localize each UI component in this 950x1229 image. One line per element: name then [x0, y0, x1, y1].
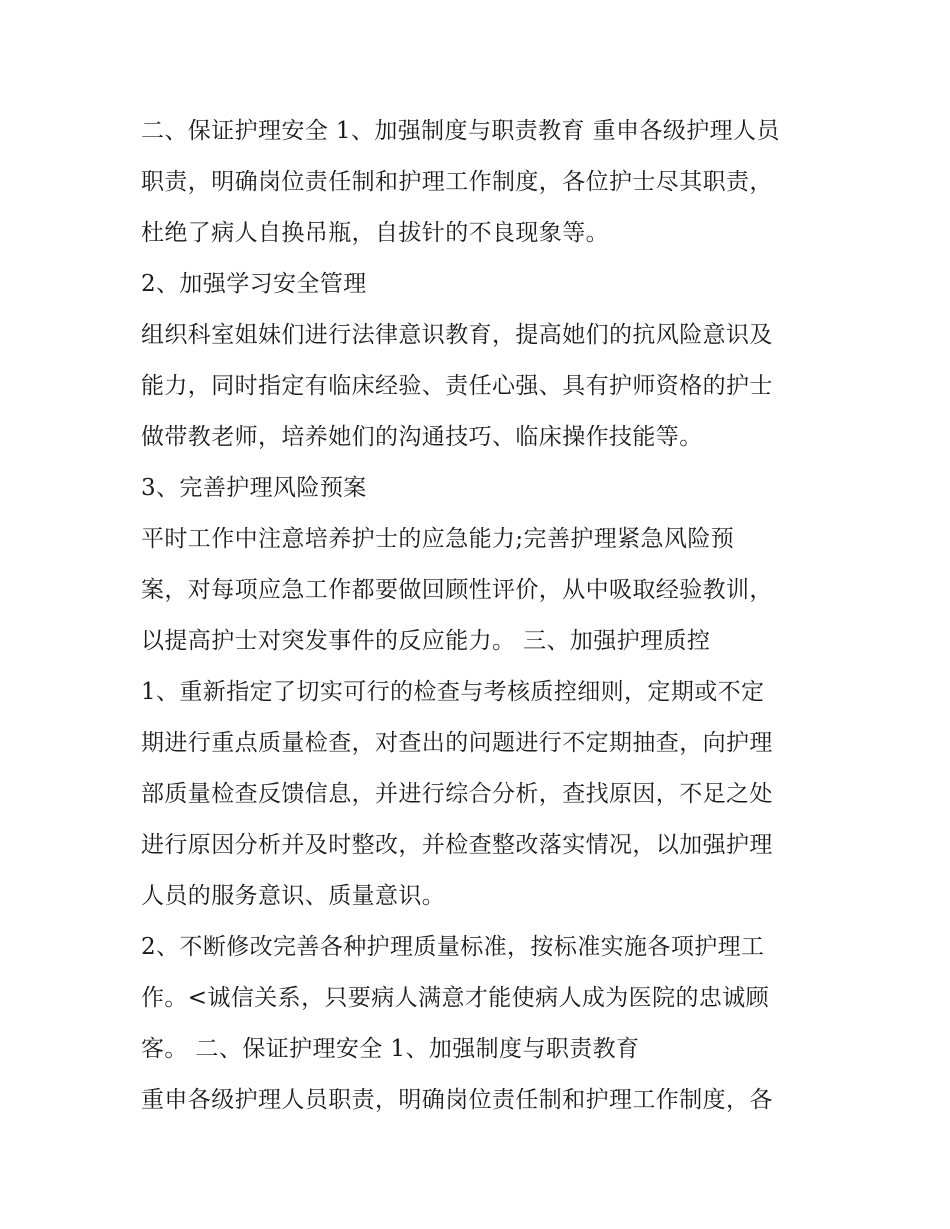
section-heading: 3、完善护理风险预案: [141, 475, 367, 501]
text-line: 平时工作中注意培养护士的应急能力;完善护理紧急风险预: [141, 526, 735, 552]
text-line: 职责，明确岗位责任制和护理工作制度，各位护士尽其职责，: [141, 169, 773, 195]
text-line: 期进行重点质量检查，对查出的问题进行不定期抽查，向护理: [141, 730, 773, 756]
section-heading: 2、加强学习安全管理: [141, 271, 367, 297]
text-line: 人员的服务意识、质量意识。: [141, 883, 446, 909]
text-line: 重申各级护理人员职责，明确岗位责任制和护理工作制度，各: [141, 1087, 773, 1113]
text-line: 2、不断修改完善各种护理质量标准，按标准实施各项护理工: [141, 934, 765, 960]
text-line: 作。<诚信关系，只要病人满意才能使病人成为医院的忠诚顾: [141, 985, 770, 1011]
text-line: 能力，同时指定有临床经验、责任心强、具有护师资格的护士: [141, 373, 773, 399]
text-line: 客。 二、保证护理安全 1、加强制度与职责教育: [141, 1036, 640, 1062]
text-line: 组织科室姐妹们进行法律意识教育，提高她们的抗风险意识及: [141, 322, 773, 348]
text-line: 杜绝了病人自换吊瓶，自拔针的不良现象等。: [141, 220, 609, 246]
document-body: [141, 106, 821, 1126]
text-line: 进行原因分析并及时整改，并检查整改落实情况，以加强护理: [141, 832, 773, 858]
text-line: 案，对每项应急工作都要做回顾性评价，从中吸取经验教训，: [141, 577, 773, 603]
text-line: 做带教老师，培养她们的沟通技巧、临床操作技能等。: [141, 424, 703, 450]
text-line: 1、重新指定了切实可行的检查与考核质控细则，定期或不定: [141, 679, 765, 705]
text-line: 部质量检查反馈信息，并进行综合分析，查找原因，不足之处: [141, 781, 773, 807]
text-line: 以提高护士对突发事件的反应能力。 三、加强护理质控: [141, 628, 711, 654]
text-line: 二、保证护理安全 1、加强制度与职责教育 重申各级护理人员: [141, 118, 780, 144]
